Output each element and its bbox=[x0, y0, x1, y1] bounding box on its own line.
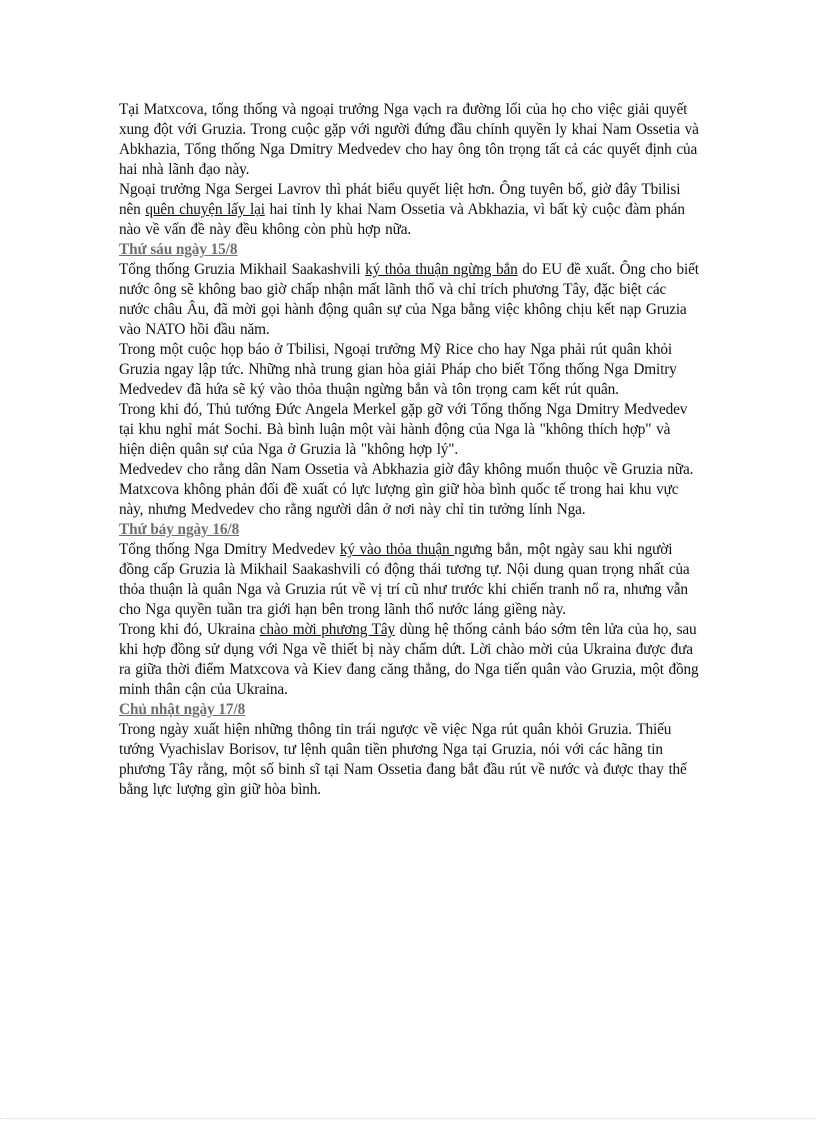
link-offer-west[interactable]: chào mời phương Tây bbox=[259, 621, 395, 638]
paragraph-saakashvili-text-after: do EU đề xuất. Ông cho biết nước ông sẽ không bao giờ chấp nhận mất lãnh thổ và chỉ trích phương Tây, đặc biệt các nước châu Âu, đã mời gọi hành động quân sự của Nga bằng việc không chịu kết nạp Gruzia vào NATO hồi đầu năm. bbox=[119, 261, 699, 338]
paragraph-saakashvili-text-before: Tổng thống Gruzia Mikhail Saakashvili bbox=[119, 261, 366, 278]
link-forget-reclaiming[interactable]: quên chuyện lấy lại bbox=[145, 201, 265, 218]
paragraph-withdrawal-reports: Trong ngày xuất hiện những thông tin trái ngược về việc Nga rút quân khỏi Gruzia. Thiếu tướng Vyachislav Borisov, tư lệnh quân tiền phương Nga tại Gruzia, nói với các hãng tin phương Tây rằng, một số binh sĩ tại Nam Ossetia đang bắt đầu rút về nước và được thay thế bằng lực lượng gìn giữ hòa bình. bbox=[119, 721, 687, 798]
paragraph-rice-tbilisi: Trong một cuộc họp báo ở Tbilisi, Ngoại trưởng Mỹ Rice cho hay Nga phải rút quân khỏi Gruzia ngay lập tức. Những nhà trung gian hòa giải Pháp cho biết Tổng thống Nga Dmitry Medvedev đã hứa sẽ ký vào thỏa thuận ngừng bắn và tôn trọng cam kết rút quân. bbox=[119, 341, 677, 398]
paragraph-medvedev-signs-text-before: Tổng thống Nga Dmitry Medvedev bbox=[119, 541, 340, 558]
page-bottom-divider bbox=[0, 1118, 816, 1119]
paragraph-ukraine-text-after: dùng hệ thống cảnh báo sớm tên lửa của họ, sau khi hợp đồng sử dụng với Nga về thiết bị này chấm dứt. Lời chào mời của Ukraina được đưa ra giữa thời điểm Matxcova và Kiev đang căng thẳng, do Nga tiến quân vào Gruzia, một đồng minh thân cận của Ukraina. bbox=[119, 621, 699, 698]
paragraph-medvedev-signs-text-after: ngưng bắn, một ngày sau khi người đồng cấp Gruzia là Mikhail Saakashvili có động thái tương tự. Nội dung quan trọng nhất của thỏa thuận là quân Nga và Gruzia rút về vị trí cũ như trước khi chiến tranh nổ ra, nhưng vẫn cho Nga quyền tuần tra giới hạn bên trong lãnh thổ nước láng giềng này. bbox=[119, 541, 690, 618]
paragraph-lavrov bbox=[119, 180, 699, 240]
article-body bbox=[119, 100, 699, 800]
paragraph-saakashvili-ceasefire bbox=[119, 260, 699, 340]
section-heading-friday-15-8: Thứ sáu ngày 15/8 bbox=[119, 241, 238, 258]
paragraph-ukraine-text-before: Trong khi đó, Ukraina bbox=[119, 621, 260, 638]
paragraph-lavrov-text-before: Ngoại trưởng Nga Sergei Lavrov thì phát biểu quyết liệt hơn. Ông tuyên bố, giờ đây Tbilisi nên bbox=[119, 181, 681, 218]
section-heading-saturday-16-8: Thứ bảy ngày 16/8 bbox=[119, 521, 240, 538]
link-sign-ceasefire[interactable]: ký thỏa thuận ngừng bắn bbox=[365, 261, 518, 278]
link-sign-agreement[interactable]: ký vào thỏa thuận bbox=[339, 541, 455, 558]
paragraph-medvedev-peacekeepers: Medvedev cho rằng dân Nam Ossetia và Abkhazia giờ đây không muốn thuộc về Gruzia nữa. Matxcova không phản đối đề xuất có lực lượng gìn giữ hòa bình quốc tế trong hai khu vực này, nhưng Medvedev cho rằng người dân ở nơi này chỉ tin tưởng lính Nga. bbox=[119, 461, 694, 518]
paragraph-lavrov-text-after: hai tỉnh ly khai Nam Ossetia và Abkhazia, vì bất kỳ cuộc đàm phán nào về vấn đề này đều không còn phù hợp nữa. bbox=[119, 201, 685, 238]
paragraph-merkel-sochi: Trong khi đó, Thủ tướng Đức Angela Merkel gặp gỡ với Tổng thống Nga Dmitry Medvedev tại khu nghỉ mát Sochi. Bà bình luận một vài hành động của Nga là "không thích hợp" và hiện diện quân sự của Nga ở Gruzia là "không hợp lý". bbox=[119, 401, 688, 458]
paragraph-ukraine-offer bbox=[119, 620, 699, 700]
paragraph-moscow-leaders: Tại Matxcova, tổng thống và ngoại trưởng Nga vạch ra đường lối của họ cho việc giải quyết xung đột với Gruzia. Trong cuộc gặp với người đứng đầu chính quyền ly khai Nam Ossetia và Abkhazia, Tổng thống Nga Dmitry Medvedev cho hay ông tôn trọng tất cả các quyết định của hai nhà lãnh đạo này. bbox=[119, 101, 699, 178]
paragraph-medvedev-signs bbox=[119, 540, 699, 620]
section-heading-sunday-17-8: Chủ nhật ngày 17/8 bbox=[119, 701, 246, 718]
